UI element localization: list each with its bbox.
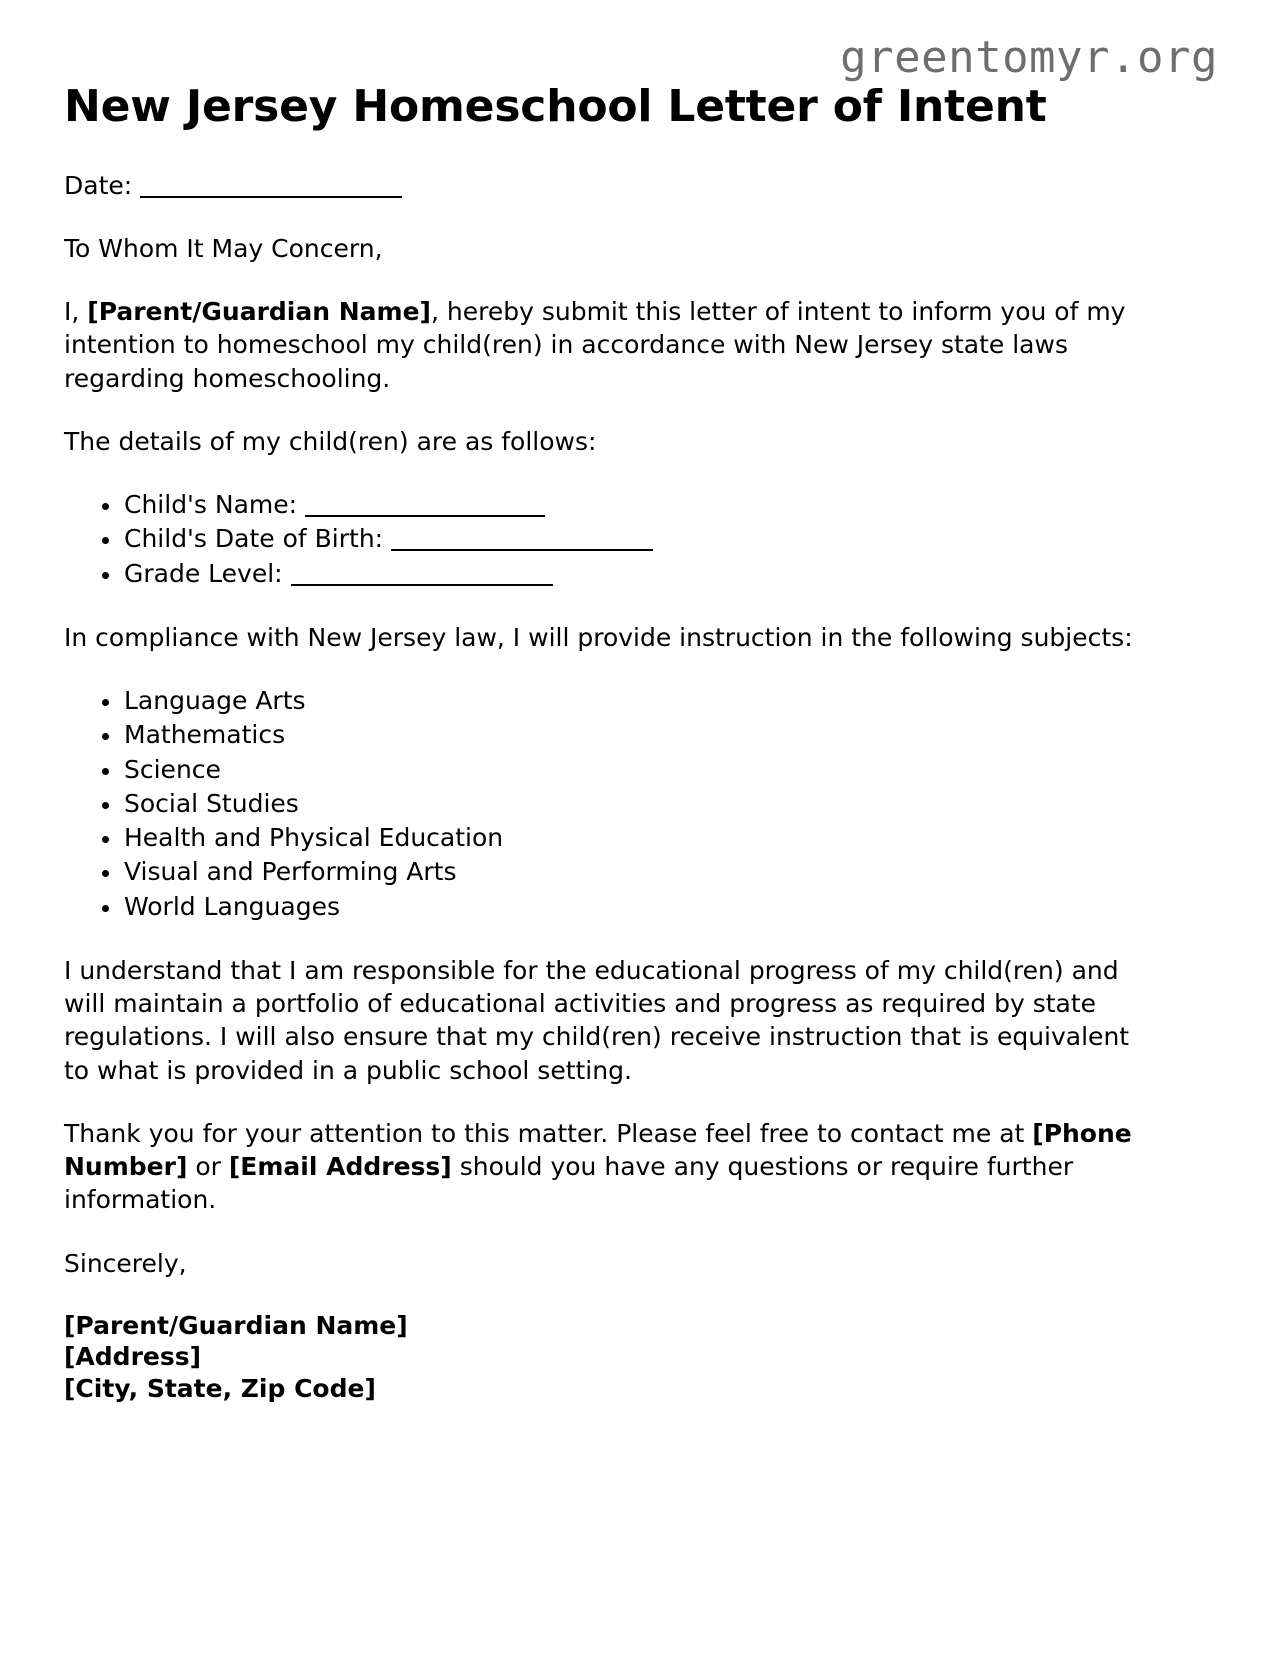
child-dob-label: Child's Date of Birth: <box>124 524 384 554</box>
intro-rest: , hereby submit this letter of intent to inform you of my intention to homeschool my child(ren) in accordance with New Jersey state laws regarding homeschooling. <box>64 297 1126 393</box>
list-item: Language Arts <box>124 684 1218 718</box>
list-item: World Languages <box>124 890 1218 924</box>
salutation: To Whom It May Concern, <box>64 233 383 263</box>
closing-part-2: or <box>187 1152 229 1182</box>
intro-lead: I, <box>64 297 80 327</box>
closing-paragraph <box>64 1117 1154 1217</box>
child-name-blank-field[interactable] <box>305 515 545 517</box>
closing-part-1: Thank you for your attention to this matter. Please feel free to contact me at <box>64 1118 1033 1148</box>
signature-block <box>64 1310 1218 1405</box>
child-details-heading: The details of my child(ren) are as follows: <box>64 426 597 456</box>
list-item: Science <box>124 753 1218 787</box>
child-name-label: Child's Name: <box>124 490 298 520</box>
grade-level-label: Grade Level: <box>124 558 283 588</box>
page-title: New Jersey Homeschool Letter of Intent <box>64 81 1047 132</box>
phone-number-placeholder: [Phone Number] <box>64 1118 1132 1182</box>
list-item: Social Studies <box>124 787 1218 821</box>
child-dob-blank-field[interactable] <box>391 549 653 551</box>
signature-address: [Address] <box>64 1342 202 1372</box>
list-item-grade-level <box>124 557 1218 591</box>
sign-off: Sincerely, <box>64 1248 187 1278</box>
list-item: Mathematics <box>124 718 1218 752</box>
date-label: Date: <box>64 170 133 200</box>
closing-part-3: should you have any questions or require further information. <box>64 1152 1074 1215</box>
responsibility-paragraph: I understand that I am responsible for the educational progress of my child(ren) and will maintain a portfolio of educational activities and progress as required by state regulations. I will also ensure that my child(ren) receive instruction that is equivalent to what is provided in a public school setting. <box>64 955 1130 1085</box>
date-line <box>64 169 1154 202</box>
site-watermark: greentomyr.org <box>840 32 1218 83</box>
grade-level-blank-field[interactable] <box>291 584 553 586</box>
signature-parent-name: [Parent/Guardian Name] <box>64 1310 408 1340</box>
signature-city-state-zip: [City, State, Zip Code] <box>64 1373 376 1403</box>
list-item-child-name <box>124 488 1218 522</box>
list-item: Visual and Performing Arts <box>124 855 1218 889</box>
list-item: Health and Physical Education <box>124 821 1218 855</box>
parent-guardian-placeholder: [Parent/Guardian Name] <box>87 297 431 327</box>
email-address-placeholder: [Email Address] <box>228 1152 452 1182</box>
subjects-heading: In compliance with New Jersey law, I will provide instruction in the following subjects: <box>64 622 1133 652</box>
child-details-list <box>64 488 1218 591</box>
date-blank-field[interactable] <box>140 196 402 198</box>
intro-paragraph <box>64 295 1154 395</box>
list-item-child-dob <box>124 522 1218 556</box>
subjects-list <box>64 684 1218 924</box>
letter-body <box>64 169 1218 1405</box>
